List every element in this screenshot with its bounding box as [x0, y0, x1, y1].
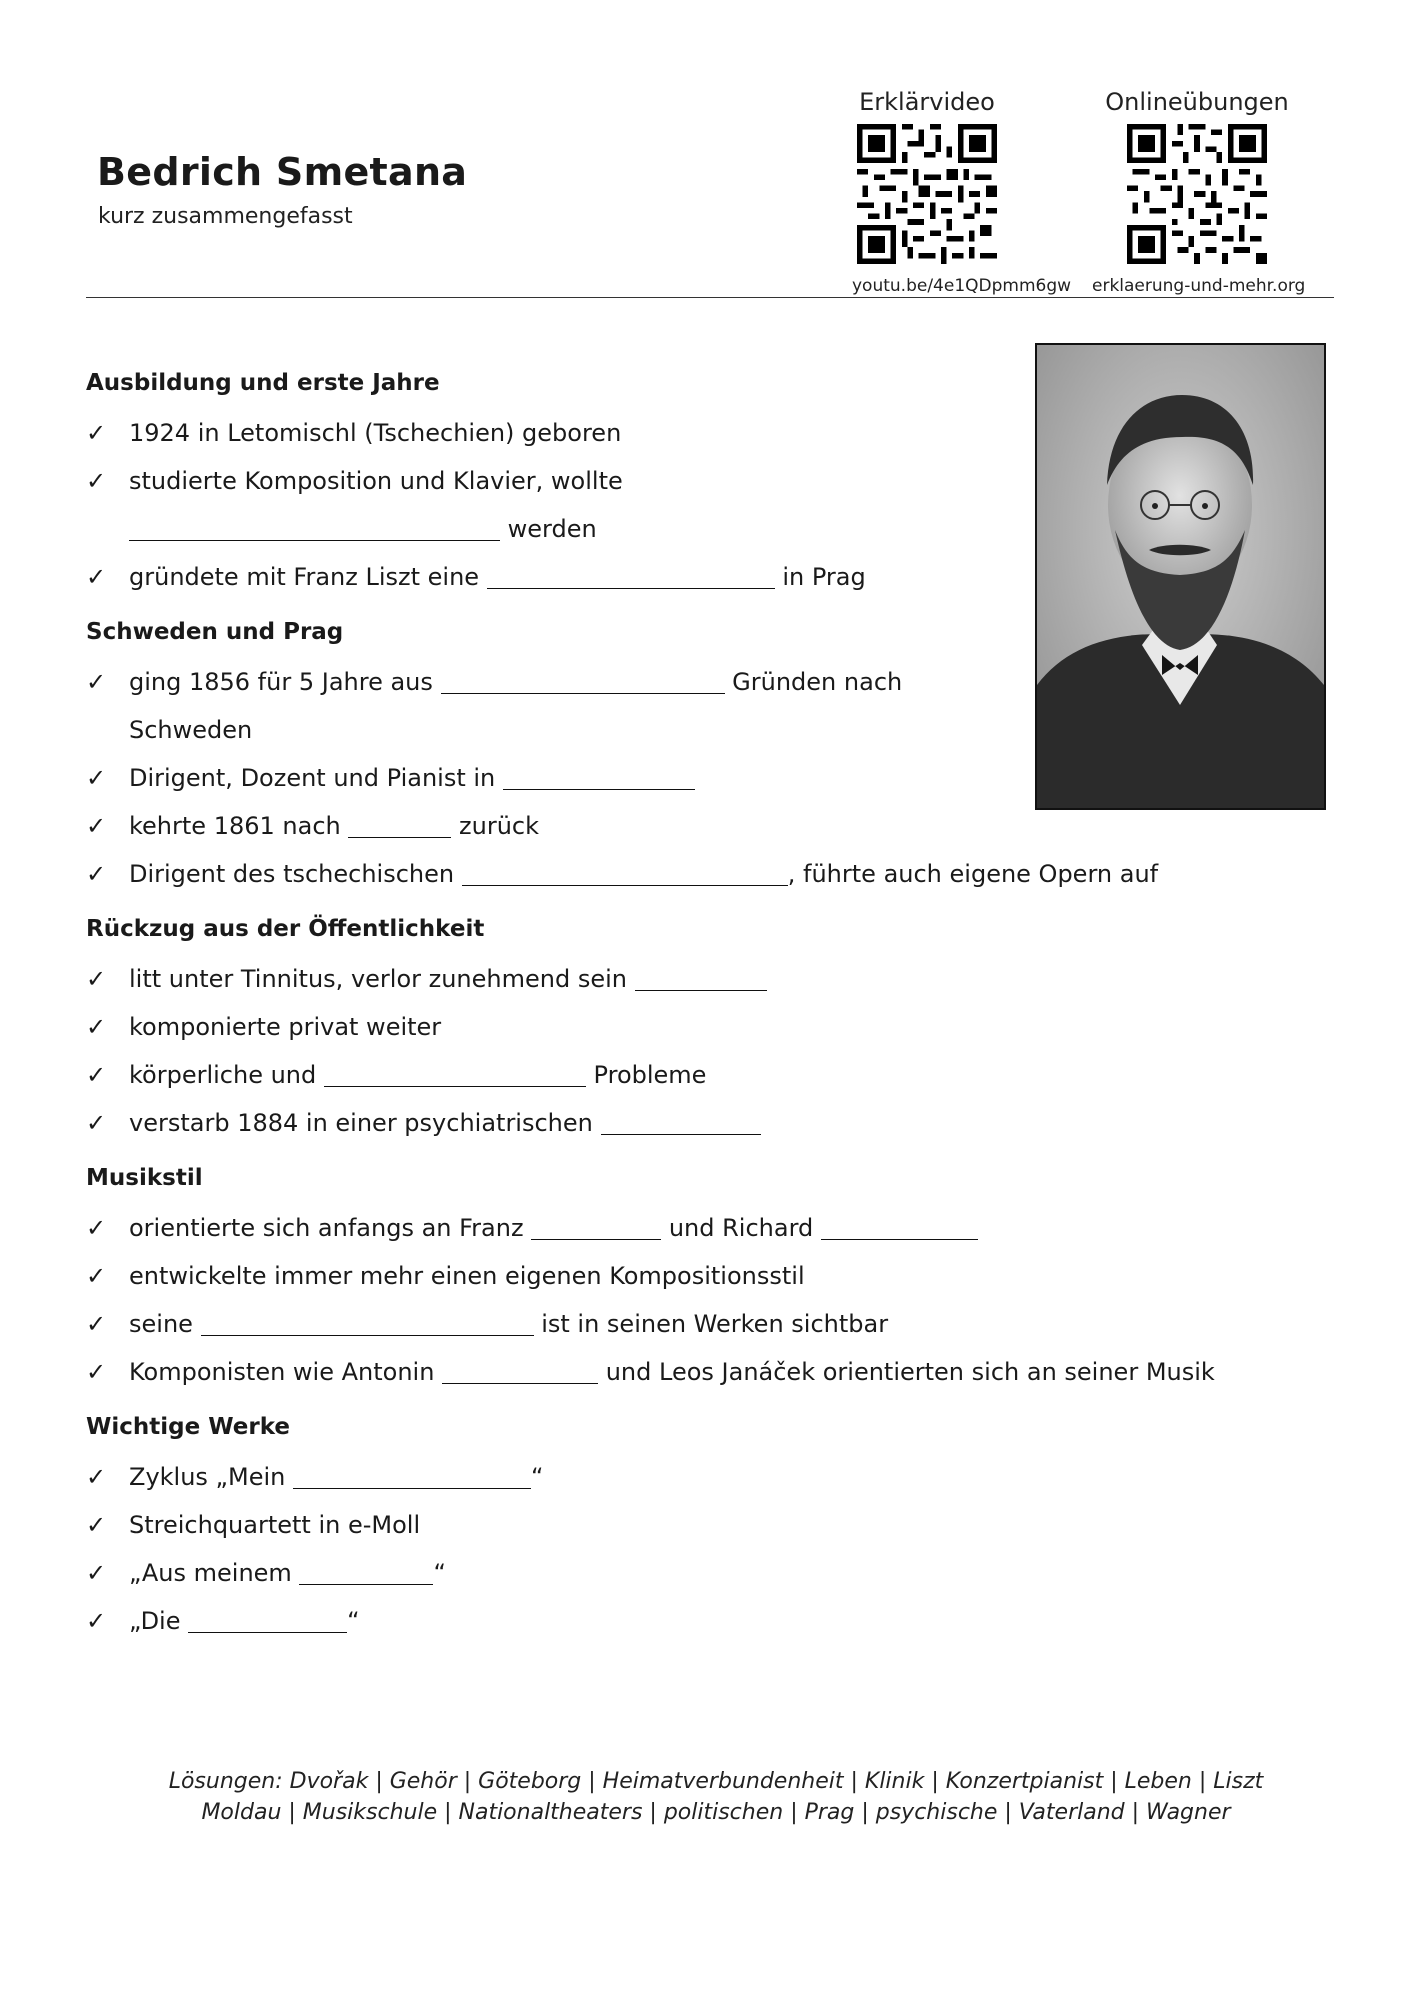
list-item: ✓ Dirigent des tschechischen , führte auch eigene Opern auf — [86, 850, 1346, 898]
check-icon: ✓ — [86, 1262, 107, 1290]
fill-in-blank[interactable] — [188, 1602, 347, 1633]
section-rueckzug — [86, 916, 1346, 1147]
fill-in-blank[interactable] — [821, 1209, 978, 1240]
fill-in-blank[interactable] — [462, 855, 788, 886]
check-icon: ✓ — [86, 764, 107, 792]
list-item-continuation: Schweden — [129, 716, 253, 744]
check-icon: ✓ — [86, 1559, 107, 1587]
list-item: ✓ „Aus meinem “ — [86, 1549, 1346, 1597]
check-icon: ✓ — [86, 563, 107, 591]
fill-in-blank[interactable] — [324, 1056, 586, 1087]
check-icon: ✓ — [86, 668, 107, 696]
fill-in-blank[interactable] — [441, 663, 725, 694]
fill-in-blank[interactable] — [601, 1104, 761, 1135]
check-icon: ✓ — [86, 1310, 107, 1338]
section-heading: Wichtige Werke — [86, 1414, 290, 1440]
fill-in-blank[interactable] — [201, 1305, 534, 1336]
check-icon: ✓ — [86, 1013, 107, 1041]
fill-in-blank[interactable] — [129, 510, 500, 541]
section-heading: Ausbildung und erste Jahre — [86, 370, 440, 396]
list-item: ✓ verstarb 1884 in einer psychiatrischen — [86, 1099, 1346, 1147]
fill-in-blank[interactable] — [635, 960, 767, 991]
qr-url-exercises[interactable]: erklaerung-und-mehr.org — [1092, 276, 1306, 296]
fill-in-blank[interactable] — [293, 1458, 531, 1489]
qr-code-exercises-icon[interactable] — [1092, 124, 1302, 264]
check-icon: ✓ — [86, 1463, 107, 1491]
solutions-box — [86, 1766, 1346, 1828]
header-divider — [86, 297, 1334, 298]
section-schweden — [86, 619, 1346, 898]
check-icon: ✓ — [86, 1511, 107, 1539]
list-item: ✓ Dirigent, Dozent und Pianist in — [86, 754, 1346, 802]
list-item: ✓ Komponisten wie Antonin und Leos Janáček orientierten sich an seiner Musik — [86, 1348, 1346, 1396]
fill-in-blank[interactable] — [531, 1209, 661, 1240]
list-item: ✓ Streichquartett in e-Moll — [86, 1501, 1346, 1549]
section-heading: Schweden und Prag — [86, 619, 344, 645]
fill-in-blank[interactable] — [503, 759, 695, 790]
check-icon: ✓ — [86, 467, 107, 495]
list-item: ✓ litt unter Tinnitus, verlor zunehmend sein — [86, 955, 1346, 1003]
list-item-continuation: werden — [86, 505, 1346, 553]
check-icon: ✓ — [86, 812, 107, 840]
qr-label-exercises: Onlineübungen — [1105, 88, 1289, 116]
qr-url-video[interactable]: youtu.be/4e1QDpmm6gw — [852, 276, 1072, 296]
section-musikstil — [86, 1165, 1346, 1396]
solutions-line-2: Moldau | Musikschule | Nationaltheaters | politischen | Prag | psychische | Vaterland | Wagner — [201, 1800, 1231, 1825]
list-item: ✓ seine ist in seinen Werken sichtbar — [86, 1300, 1346, 1348]
solutions-line-1: Lösungen: Dvořak | Gehör | Göteborg | Heimatverbundenheit | Klinik | Konzertpianist | Leben | Liszt — [168, 1769, 1264, 1794]
section-ausbildung — [86, 370, 1346, 601]
section-heading: Rückzug aus der Öffentlichkeit — [86, 916, 485, 942]
list-item: ✓ ging 1856 für 5 Jahre aus Gründen nach — [86, 658, 1346, 706]
fill-in-blank[interactable] — [487, 558, 775, 589]
list-item: ✓ entwickelte immer mehr einen eigenen Kompositionsstil — [86, 1252, 1346, 1300]
list-item: ✓ studierte Komposition und Klavier, wollte — [86, 457, 1346, 505]
list-item: ✓ kehrte 1861 nach zurück — [86, 802, 1346, 850]
list-item: ✓ „Die “ — [86, 1597, 1346, 1645]
list-item: ✓ körperliche und Probleme — [86, 1051, 1346, 1099]
check-icon: ✓ — [86, 965, 107, 993]
check-icon: ✓ — [86, 419, 107, 447]
fill-in-blank[interactable] — [348, 807, 451, 838]
fill-in-blank[interactable] — [442, 1353, 598, 1384]
list-item: ✓ gründete mit Franz Liszt eine in Prag — [86, 553, 1346, 601]
qr-label-video: Erklärvideo — [859, 88, 995, 116]
page-subtitle: kurz zusammengefasst — [98, 204, 353, 229]
worksheet-content — [86, 370, 1346, 1663]
list-item: ✓ 1924 in Letomischl (Tschechien) geboren — [86, 409, 1346, 457]
qr-code-video-icon[interactable] — [852, 124, 1002, 264]
check-icon: ✓ — [86, 1607, 107, 1635]
fill-in-blank[interactable] — [299, 1554, 433, 1585]
page-title: Bedrich Smetana — [97, 150, 468, 194]
check-icon: ✓ — [86, 1358, 107, 1386]
check-icon: ✓ — [86, 1109, 107, 1137]
check-icon: ✓ — [86, 1061, 107, 1089]
list-item: ✓ Zyklus „Mein “ — [86, 1453, 1346, 1501]
qr-block-video — [852, 88, 1072, 296]
check-icon: ✓ — [86, 1214, 107, 1242]
section-heading: Musikstil — [86, 1165, 203, 1191]
check-icon: ✓ — [86, 860, 107, 888]
list-item: ✓ komponierte privat weiter — [86, 1003, 1346, 1051]
list-item: ✓ orientierte sich anfangs an Franz und Richard — [86, 1204, 1346, 1252]
section-werke — [86, 1414, 1346, 1645]
qr-block-exercises — [1092, 88, 1306, 296]
